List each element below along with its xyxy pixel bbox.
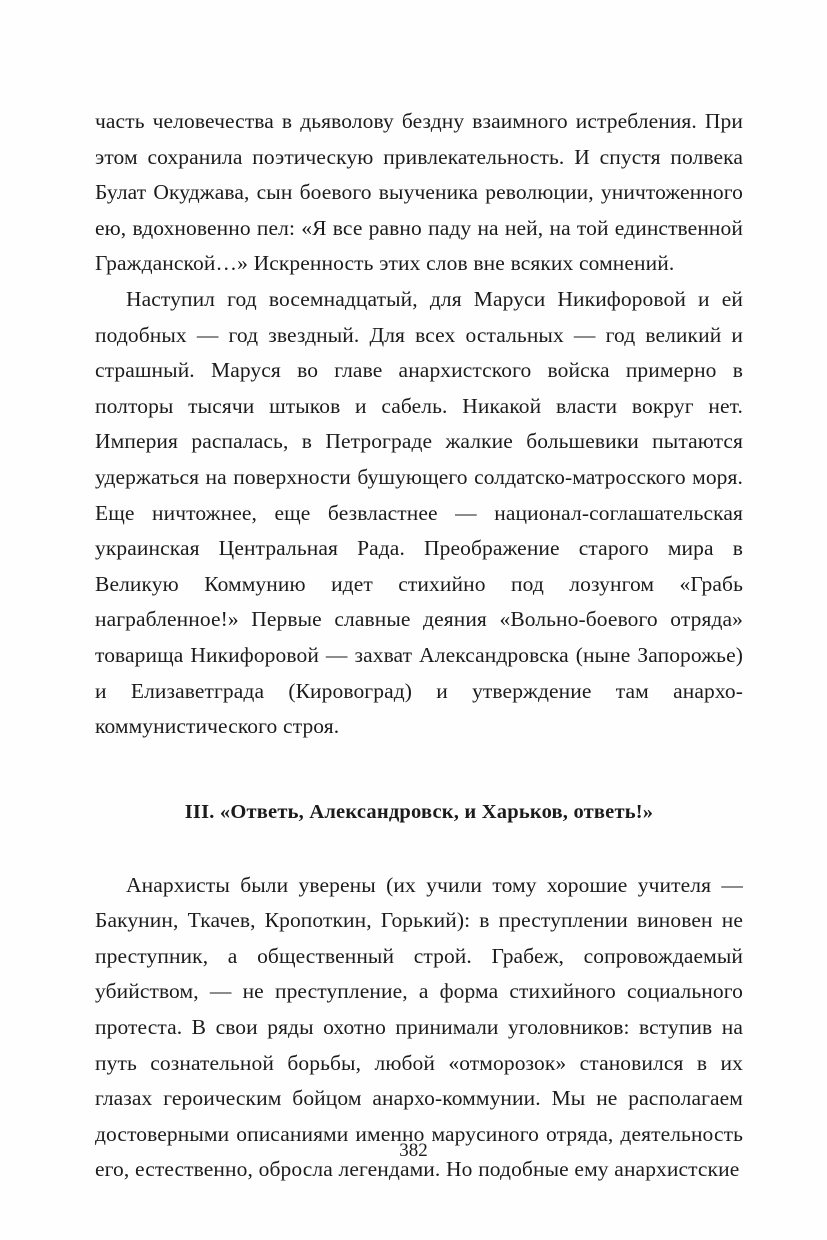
text-column bbox=[95, 104, 743, 1188]
page-number: 382 bbox=[399, 1140, 428, 1161]
paragraph-year-1918: Наступил год восемнадцатый, для Маруси Никифоровой и ей подобных — год звездный. Для всех остальных — год великий и страшный. Маруся во главе анархистского войска примерно в полторы тысячи штыков и сабель. Никакой власти вокруг нет. Империя распалась, в Петрограде жалкие большевики пытаются удержаться на поверхности бушующего солдатско-матросского моря. Еще ничтожнее, еще безвластнее — национал-соглашательская украинская Центральная Рада. Преображение старого мира в Великую Коммунию идет стихийно под лозунгом «Грабь награбленное!» Первые славные деяния «Вольно-боевого отряда» товарища Никифоровой — захват Александровска (ныне Запорожье) и Елизаветграда (Кировоград) и утверждение там анархо-коммунистического строя. bbox=[95, 286, 743, 739]
spacer-after-heading bbox=[95, 824, 743, 868]
paragraph-continued: часть человечества в дьяволову бездну взаимного истребления. При этом сохранила поэтическую привлекательность. И спустя полвека Булат Окуджава, сын боевого выученика революции, уничтоженного ею, вдохновенно пел: «Я все равно паду на ней, на той единственной Гражданской…» Искренность этих слов вне всяких сомнений. bbox=[95, 109, 743, 276]
paragraph-anarchists: Анархисты были уверены (их учили тому хорошие учителя — Бакунин, Ткачев, Кропоткин, Горький): в преступлении виновен не преступник, а общественный строй. Грабеж, сопровождаемый убийством, — не преступление, а форма стихийного социального протеста. В свои ряды охотно принимали уголовников: вступив на путь сознательной борьбы, любой «отморозок» становился в их глазах героическим бойцом анархо-коммунии. Мы не располагаем достоверными описаниями именно марусиного отряда, деятельность его, естественно, обросла легендами. Но подобные ему анархистские bbox=[95, 872, 743, 1182]
section-heading: III. «Ответь, Александровск, и Харьков, ответь!» bbox=[184, 800, 654, 823]
spacer-before-heading bbox=[95, 745, 743, 801]
